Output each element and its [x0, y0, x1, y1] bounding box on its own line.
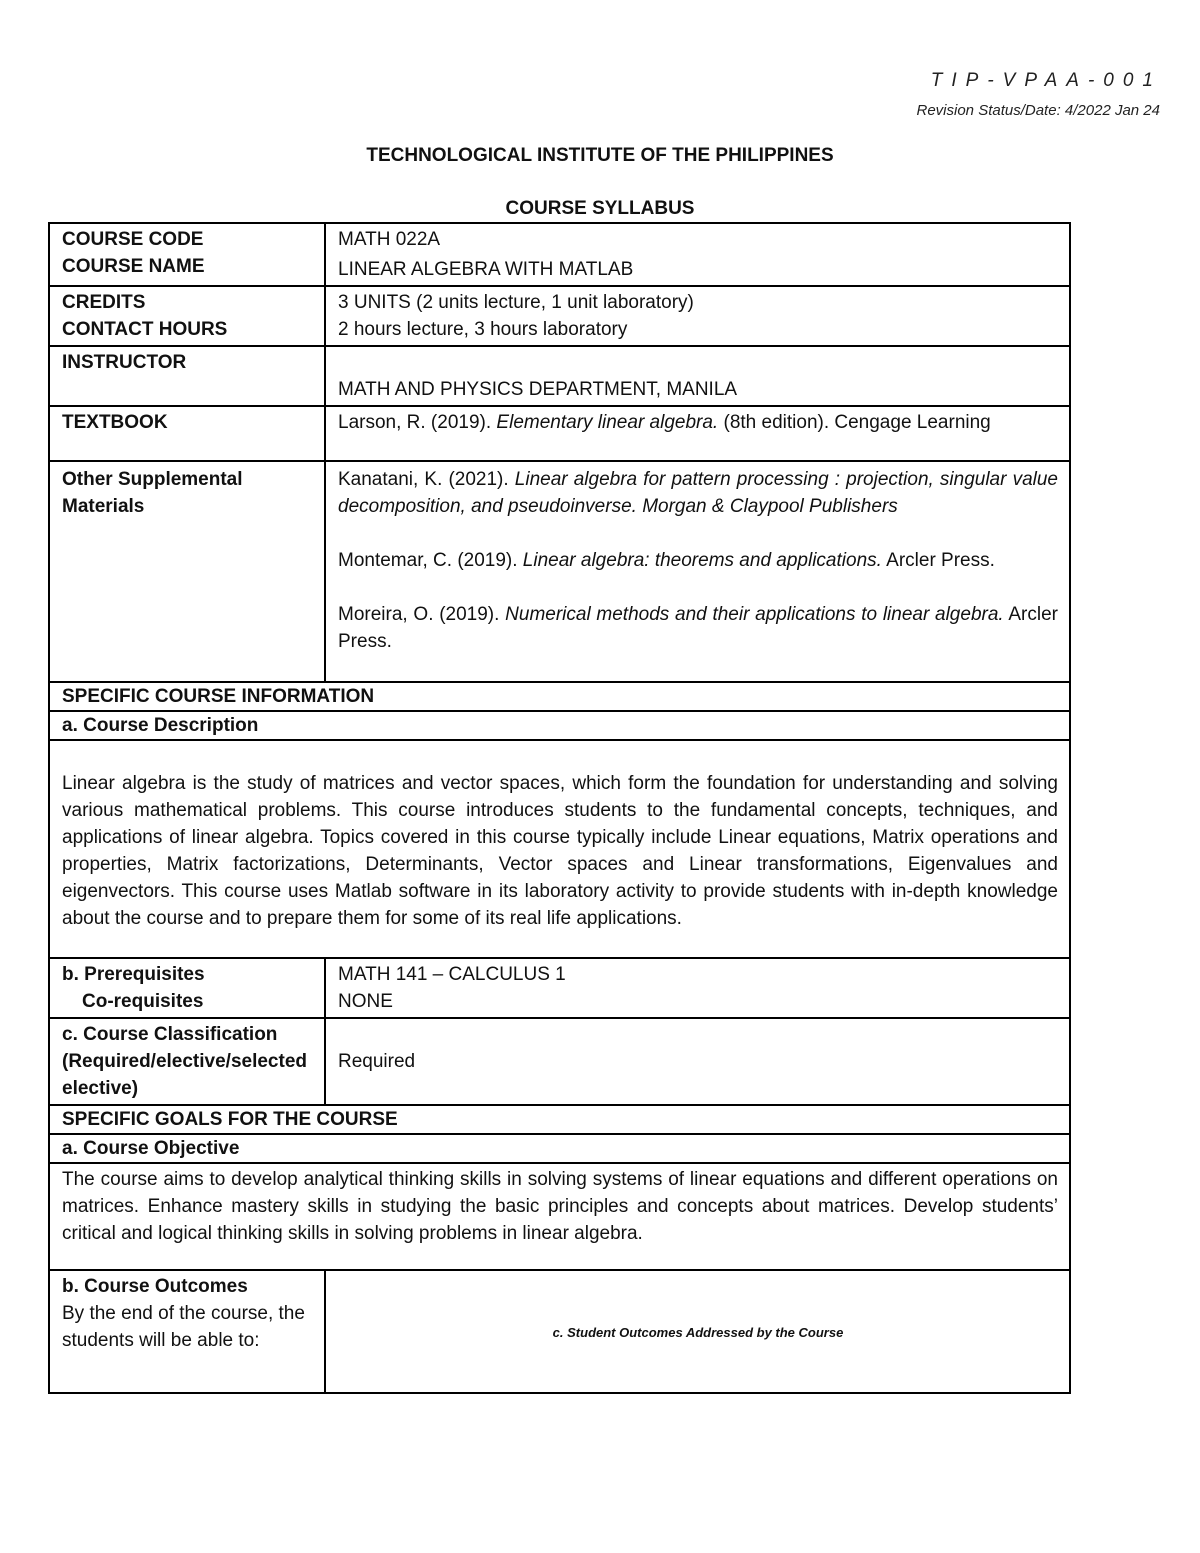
course-code-value: MATH 022A — [338, 229, 441, 250]
row-goals-heading — [49, 1105, 1070, 1134]
textbook-author: Larson, R. (2019). — [338, 412, 497, 433]
revision-status: Revision Status/Date: 4/2022 Jan 24 — [916, 102, 1160, 119]
value-cell — [325, 958, 1070, 1018]
corequisites-label: Co-requisites — [82, 991, 204, 1012]
instructor-label: INSTRUCTOR — [49, 346, 325, 406]
course-name-value: LINEAR ALGEBRA WITH MATLAB — [338, 259, 634, 280]
syllabus-table — [48, 222, 1071, 1394]
document-code: TIP-VPAA-001 — [930, 70, 1162, 91]
course-name-label: COURSE NAME — [62, 256, 205, 277]
reference-title: Linear algebra: theorems and applications. — [522, 550, 882, 571]
contact-hours-label: CONTACT HOURS — [62, 319, 228, 340]
course-description-text: Linear algebra is the study of matrices and vector spaces, which form the foundation for understanding and solving various mathematical problems. This course introduces students to the fundamental concepts, techniques, and applications of linear algebra. Topics covered in this course typically include Linear equations, Matrix operations and properties, Matrix factorizations, Determinants, Vector spaces and Linear transformations, Eigenvalues and eigenvectors. This course uses Matlab software in its laboratory activity to provide students with in-depth knowledge about the course and to prepare them for some of its real life applications. — [49, 740, 1070, 958]
supplemental-value — [325, 461, 1070, 682]
reference-author: Montemar, C. (2019). — [338, 550, 523, 571]
row-description-label — [49, 711, 1070, 740]
reference-publisher: Arcler Press. — [881, 550, 995, 571]
section-heading-goals: SPECIFIC GOALS FOR THE COURSE — [49, 1105, 1070, 1134]
supplemental-label: Other Supplemental Materials — [49, 461, 325, 682]
reference-title: Linear algebra for pattern processing : projection, singular value decomposition, and pseudoinverse. Morgan & Claypool Publishers — [338, 469, 1058, 517]
reference-author: Kanatani, K. (2021). — [338, 469, 515, 490]
course-outcomes-intro: By the end of the course, the students will be able to: — [62, 1303, 305, 1351]
row-classification — [49, 1018, 1070, 1105]
prerequisites-value: MATH 141 – CALCULUS 1 — [338, 964, 566, 985]
student-outcomes-label: c. Student Outcomes Addressed by the Course — [552, 1324, 844, 1340]
label-cell — [49, 1270, 325, 1393]
value-cell — [325, 1270, 1070, 1393]
course-objective-text: The course aims to develop analytical thinking skills in solving systems of linear equations and different operations on matrices. Enhance mastery skills in studying the basic principles and concepts about matrices. Develop students’ critical and logical thinking skills in solving problems in linear algebra. — [49, 1163, 1070, 1270]
value-cell — [325, 223, 1070, 286]
reference-author: Moreira, O. (2019). — [338, 604, 506, 625]
institution-title: TECHNOLOGICAL INSTITUTE OF THE PHILIPPINES — [366, 145, 834, 166]
section-heading-course-info: SPECIFIC COURSE INFORMATION — [49, 682, 1070, 711]
reference-publisher: Arcler Press. — [338, 604, 1058, 652]
textbook-title: Elementary linear algebra. — [496, 412, 719, 433]
row-course-code — [49, 223, 1070, 286]
row-instructor — [49, 346, 1070, 406]
label-cell — [49, 286, 325, 346]
credits-label: CREDITS — [62, 292, 146, 313]
course-objective-label: a. Course Objective — [49, 1134, 1070, 1163]
course-code-label: COURSE CODE — [62, 229, 204, 250]
textbook-value — [325, 406, 1070, 461]
row-credits — [49, 286, 1070, 346]
label-cell — [49, 958, 325, 1018]
prerequisites-label: b. Prerequisites — [62, 964, 205, 985]
corequisites-value: NONE — [338, 991, 393, 1012]
value-cell — [325, 286, 1070, 346]
row-objective-label — [49, 1134, 1070, 1163]
reference-item — [338, 466, 1058, 520]
value-cell — [325, 346, 1070, 406]
reference-item — [338, 547, 1058, 574]
credits-value: 3 UNITS (2 units lecture, 1 unit laboratory) — [338, 292, 694, 313]
syllabus-title: COURSE SYLLABUS — [505, 198, 695, 219]
row-info-heading — [49, 682, 1070, 711]
row-textbook — [49, 406, 1070, 461]
reference-title: Numerical methods and their applications to linear algebra. — [505, 604, 1004, 625]
row-description — [49, 740, 1070, 958]
course-outcomes-label: b. Course Outcomes — [62, 1276, 248, 1297]
instructor-blank — [338, 349, 1058, 376]
row-prerequisites — [49, 958, 1070, 1018]
label-cell — [49, 223, 325, 286]
classification-label: c. Course Classification (Required/elective/selected elective) — [49, 1018, 325, 1105]
instructor-department: MATH AND PHYSICS DEPARTMENT, MANILA — [338, 379, 738, 400]
classification-value: Required — [325, 1018, 1070, 1105]
row-objective — [49, 1163, 1070, 1270]
contact-hours-value: 2 hours lecture, 3 hours laboratory — [338, 319, 628, 340]
textbook-edition: (8th edition). Cengage Learning — [718, 412, 991, 433]
textbook-label: TEXTBOOK — [49, 406, 325, 461]
row-supplemental — [49, 461, 1070, 682]
row-outcomes — [49, 1270, 1070, 1393]
course-description-label: a. Course Description — [49, 711, 1070, 740]
reference-item — [338, 601, 1058, 655]
